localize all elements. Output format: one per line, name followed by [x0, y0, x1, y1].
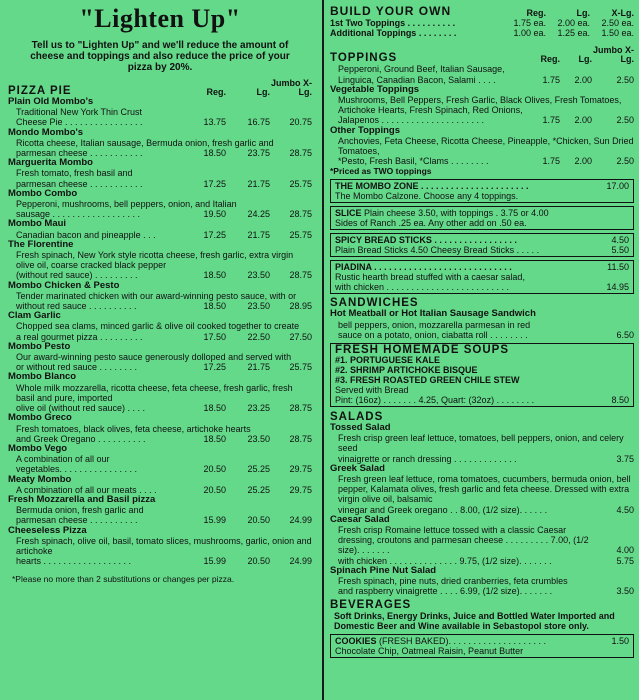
pizza-price: 24.99: [289, 515, 312, 526]
pizza-price-row: [8, 464, 312, 474]
column-divider: [322, 0, 324, 700]
salad-desc: Fresh crisp green leaf lettuce, tomatoes, bell peppers, onion, and celery seed: [338, 433, 624, 454]
pizza-item: [8, 219, 312, 239]
pizza-name: Clam Garlic: [8, 310, 61, 322]
pizza-price: 28.75: [289, 403, 312, 414]
salad-name: Caesar Salad: [330, 513, 390, 525]
pizza-price: 21.75: [247, 362, 270, 373]
breadsticks-box: SPICY BREAD STICKS . . . . . . . . . . . . . . . . . 4.50 Plain Bread Sticks 4.50 Cheesy Bread Sticks . . . . . 5.50: [330, 233, 634, 257]
pizza-price: 16.75: [247, 117, 270, 128]
pizza-list: [8, 97, 312, 566]
topping-price: 2.50: [616, 74, 634, 85]
topping-group-name: Other Toppings: [330, 124, 401, 136]
pizza-last-line: vegetables. . . . . . . . . . . . . . . .: [16, 464, 138, 475]
build-heading: BUILD YOUR OWN: [330, 4, 452, 18]
pizza-price: 20.50: [203, 464, 226, 475]
cookies-box: COOKIES (FRESH BAKED). . . . . . . . . . . . . . . . . . . . 1.50 Chocolate Chip, Oatmeal Raisin, Peanut Butter: [330, 634, 634, 658]
slice-box: SLICE Plain cheese 3.50, with toppings . 3.75 or 4.00 Sides of Ranch .25 ea. Any other add on .50 ea.: [330, 206, 634, 230]
page-title: "Lighten Up": [79, 4, 241, 33]
topping-price: 2.00: [574, 115, 592, 126]
topping-last-line: Jalapenos . . . . . . . . . . . . . . . . . . . . .: [338, 115, 485, 126]
pizza-name: Meaty Mombo: [8, 473, 72, 485]
pizza-col-lg: Lg.: [256, 87, 270, 97]
salad-item: [330, 423, 634, 464]
pizza-desc: A combination of all our: [16, 454, 110, 465]
salad-desc: Fresh green leaf lettuce, roma tomatoes, cucumbers, bermuda onion, bell pepper, Kalamata olives, fresh garlic and feta cheese. Dressed with extra virgin olive oil, balsamic: [338, 474, 631, 505]
pizza-last-line: A combination of all our meats . . . .: [16, 484, 157, 495]
pizza-item: [8, 342, 312, 373]
sandwiches-heading: SANDWICHES: [330, 297, 419, 310]
pizza-item: [8, 158, 312, 189]
topping-group: [330, 126, 634, 167]
pizza-last-line: and Greek Oregano . . . . . . . . . .: [16, 433, 146, 444]
pizza-item: [8, 189, 312, 220]
pizza-price: 24.25: [247, 209, 270, 220]
pizza-last-line: parmesan cheese . . . . . . . . . .: [16, 515, 138, 526]
pizza-price: 28.75: [289, 433, 312, 444]
salad-desc: Fresh spinach, pine nuts, dried cranberries, feta crumbles: [338, 576, 568, 587]
salad-last-line: with chicken . . . . . . . . . . . . . . 9.75, (1/2 size). . . . . . .: [338, 555, 552, 566]
pizza-price: 28.75: [289, 148, 312, 159]
salad-item: [330, 566, 634, 597]
pizza-price: 18.50: [203, 270, 226, 281]
pizza-price: 23.50: [247, 433, 270, 444]
pizza-price: 17.25: [203, 229, 226, 240]
salad-price: 3.75: [616, 453, 634, 464]
toppings-col-reg: Reg.: [540, 54, 560, 65]
build-header: [330, 4, 634, 18]
left-column: [8, 0, 312, 584]
pizza-desc: Fresh tomato, fresh basil and: [16, 168, 133, 179]
soups-box: FRESH HOMEMADE SOUPS #1. PORTUGUESE KALE #2. SHRIMP ARTICHOKE BISQUE #3. FRESH ROASTED GREEN CHILE STEW Served with Bread Pint: (16oz) . . . . . . . 4.25, Quart: (32oz) . . . . . . . . 8.50: [330, 343, 634, 407]
pizza-item: [8, 413, 312, 444]
pizza-desc: Whole milk mozzarella, ricotta cheese, feta cheese, fresh garlic, fresh basil and pure, imported: [16, 382, 293, 403]
pizza-price: 18.50: [203, 301, 226, 312]
pizza-desc: Pepperoni, mushrooms, bell peppers, onion, and Italian: [16, 199, 237, 210]
pizza-price: 22.50: [247, 331, 270, 342]
pizza-desc: Fresh spinach, New York style ricotta cheese, fresh garlic, extra virgin olive oil, coarse cracked black pepper: [16, 250, 294, 271]
topping-price: 2.50: [616, 115, 634, 126]
pizza-price: 25.75: [289, 362, 312, 373]
topping-group: [330, 85, 634, 126]
salad-price: 4.00: [616, 545, 634, 556]
topping-price: 2.50: [616, 156, 634, 167]
topping-last-line: Linguica, Canadian Bacon, Salami . . . .: [338, 74, 496, 85]
pizza-last-line: Canadian bacon and pineapple . . .: [16, 229, 156, 240]
topping-price: 2.00: [574, 74, 592, 85]
pizza-col-reg: Reg.: [206, 87, 226, 97]
topping-desc: Mushrooms, Bell Peppers, Fresh Garlic, Black Olives, Fresh Tomatoes, Artichoke Hearts, Fresh Spinach, Red Onions,: [338, 95, 622, 116]
mombo-zone-box: THE MOMBO ZONE . . . . . . . . . . . . . . . . . . . . . . 17.00 The Mombo Calzone. Choose any 4 toppings.: [330, 179, 634, 203]
topping-desc: Pepperoni, Ground Beef, Italian Sausage,: [338, 64, 505, 75]
salad-price: 5.75: [616, 555, 634, 566]
pizza-name: Mombo Maui: [8, 218, 67, 230]
pizza-name: Mombo Combo: [8, 187, 78, 199]
pizza-last-line: parmesan cheese . . . . . . . . . . .: [16, 178, 143, 189]
salad-item: [330, 464, 634, 515]
pizza-last-line: (without red sauce) . . . . . . . . .: [16, 270, 138, 281]
pizza-item: [8, 240, 312, 281]
toppings-header: [330, 46, 634, 64]
pizza-item: [8, 444, 312, 475]
salad-price-row: [330, 525, 634, 556]
pizza-price: 28.95: [289, 301, 312, 312]
salad-item: [330, 515, 634, 566]
salad-name: Tossed Salad: [330, 422, 391, 434]
build-row: Additional Toppings . . . . . . . . 1.00 ea. 1.25 ea. 1.50 ea.: [330, 28, 634, 39]
pizza-name: Mombo Chicken & Pesto: [8, 279, 120, 291]
pizza-desc: Bermuda onion, fresh garlic and: [16, 505, 144, 516]
topping-desc: Anchovies, Feta Cheese, Ricotta Cheese, Pineapple, *Chicken, Sun Dried Tomatoes,: [338, 135, 634, 157]
salads-list: [330, 423, 634, 596]
pizza-last-line: or without red sauce . . . . . . . .: [16, 362, 138, 373]
salad-price-row: [330, 586, 634, 596]
intro-text: Tell us to "Lighten Up" and we'll reduce the amount of cheese and toppings and also reduce the price of your pizza by 20%.: [30, 40, 290, 73]
pizza-price: 25.25: [247, 464, 270, 475]
pizza-item: [8, 475, 312, 495]
pizza-desc: Fresh spinach, olive oil, basil, tomato slices, mushrooms, garlic, onion and artichoke: [16, 535, 312, 556]
topping-last-line: *Pesto, Fresh Basil, *Clams . . . . . . . .: [338, 156, 489, 167]
pizza-desc: Traditional New York Thin Crust: [16, 107, 143, 118]
beverages-heading: BEVERAGES: [330, 598, 412, 611]
pizza-item: [8, 311, 312, 342]
pizza-heading: PIZZA PIE: [8, 85, 72, 97]
pizza-item: [8, 495, 312, 526]
pizza-header: [8, 79, 312, 97]
pizza-name: Mombo Greco: [8, 412, 72, 424]
sandwich-item: Hot Meatball or Hot Italian Sausage Sandwich bell peppers, onion, mozzarella parmesan in red sauce on a potato, onion, ciabatta roll . . . . . . . . 6.50: [330, 308, 634, 340]
build-col-reg: Reg.: [526, 8, 546, 18]
pizza-price: 20.50: [203, 484, 226, 495]
pizza-price: 18.50: [203, 148, 226, 159]
salad-desc: Fresh crisp Romaine lettuce tossed with a classic Caesar dressing, croutons and parmesan cheese . . . . . . . . . 7.00, (1/2 size). . . . . . .: [338, 525, 589, 556]
topping-price: 1.75: [542, 74, 560, 85]
pizza-price: 24.99: [289, 556, 312, 567]
pizza-name: Mondo Mombo's: [8, 126, 84, 138]
pizza-price: 28.75: [289, 270, 312, 281]
toppings-col-lg: Lg.: [578, 54, 592, 65]
pizza-item: [8, 128, 312, 159]
pizza-price: 23.50: [247, 301, 270, 312]
pizza-last-line: Cheese Pie . . . . . . . . . . . . . . . .: [16, 117, 143, 128]
pizza-price: 19.50: [203, 209, 226, 220]
pizza-last-line: a real gourmet pizza . . . . . . . . .: [16, 331, 143, 342]
pizza-name: Cheeseless Pizza: [8, 524, 87, 536]
pizza-item: [8, 526, 312, 567]
pizza-name: Mombo Pesto: [8, 340, 71, 352]
pizza-price: 20.50: [247, 556, 270, 567]
pizza-price: 18.50: [203, 403, 226, 414]
pizza-price: 23.75: [247, 148, 270, 159]
topping-price-row: [330, 156, 634, 166]
toppings-heading: TOPPINGS: [330, 52, 398, 65]
salad-last-line: vinegar and Greek oregano . . 8.00, (1/2 size). . . . . .: [338, 504, 548, 515]
topping-price: 2.00: [574, 156, 592, 167]
pizza-last-line: parmesan cheese . . . . . . . . . . .: [16, 148, 143, 159]
pizza-price: 25.75: [289, 178, 312, 189]
beverages-desc: Soft Drinks, Energy Drinks, Juice and Bottled Water Imported and Domestic Beer and Wine available in Sebastopol store only.: [334, 610, 615, 631]
salads-heading: SALADS: [330, 411, 384, 424]
pizza-price: 21.75: [247, 229, 270, 240]
salad-price: 4.50: [616, 504, 634, 515]
build-row: 1st Two Toppings . . . . . . . . . . 1.75 ea. 2.00 ea. 2.50 ea.: [330, 18, 634, 28]
pizza-price: 17.25: [203, 362, 226, 373]
pizza-col-jumbo: Jumbo X-Lg.: [270, 78, 312, 97]
pizza-footnote: *Please no more than 2 substitutions or changes per pizza.: [12, 574, 235, 585]
pizza-price: 13.75: [203, 117, 226, 128]
topping-price: 1.75: [542, 115, 560, 126]
pizza-price: 23.25: [247, 403, 270, 414]
pizza-price: 21.75: [247, 178, 270, 189]
pizza-price: 17.50: [203, 331, 226, 342]
pizza-desc: Our award-winning pesto sauce generously dolloped and served with: [16, 352, 292, 363]
pizza-name: Fresh Mozzarella and Basil pizza: [8, 493, 156, 505]
salad-name: Spinach Pine Nut Salad: [330, 564, 437, 576]
piadina-box: PIADINA . . . . . . . . . . . . . . . . . . . . . . . . . . . . 11.50 Rustic hearth bread stuffed with a caesar salad, with chicken . . . . . . . . . . . . . . . . . . . . . . . . . 14.95: [330, 260, 634, 294]
pizza-item: [8, 281, 312, 312]
pizza-desc: Tender marinated chicken with our award-winning pesto sauce, with or: [16, 290, 297, 301]
build-col-xlg: X-Lg.: [611, 8, 634, 18]
pizza-name: Marguerita Mombo: [8, 157, 93, 169]
pizza-name: Plain Old Mombo's: [8, 96, 94, 107]
pizza-price-row: [8, 556, 312, 566]
salad-last-line: and raspberry vinaigrette . . . . 6.99, (1/2 size). . . . . . .: [338, 586, 553, 597]
salad-name: Greek Salad: [330, 462, 385, 474]
pizza-item: [8, 97, 312, 128]
pizza-desc: Ricotta cheese, Italian sausage, Bermuda onion, fresh garlic and: [16, 137, 274, 148]
pizza-price: 29.75: [289, 464, 312, 475]
salad-price: 3.50: [616, 586, 634, 597]
pizza-last-line: hearts . . . . . . . . . . . . . . . . . .: [16, 556, 132, 567]
pizza-price: 29.75: [289, 484, 312, 495]
pizza-item: [8, 372, 312, 413]
salad-last-line: vinaigrette or ranch dressing . . . . . . . . . . . . .: [338, 453, 517, 464]
pizza-name: The Florentine: [8, 238, 74, 250]
topping-group-name: Vegetable Toppings: [330, 83, 420, 95]
pizza-price: 23.50: [247, 270, 270, 281]
topping-price: 1.75: [542, 156, 560, 167]
toppings-footnote: *Priced as TWO toppings: [330, 166, 432, 177]
pizza-price: 20.50: [247, 515, 270, 526]
topping-group: [330, 64, 634, 84]
toppings-col-jumbo: Jumbo X-Lg.: [592, 45, 634, 65]
pizza-last-line: olive oil (without red sauce) . . . .: [16, 403, 146, 414]
pizza-name: Mombo Vego: [8, 442, 68, 454]
pizza-price: 17.25: [203, 178, 226, 189]
pizza-desc: Chopped sea clams, minced garlic & olive oil cooked together to create: [16, 321, 300, 332]
right-column: [330, 0, 634, 658]
pizza-price: 15.99: [203, 515, 226, 526]
pizza-price: 25.25: [247, 484, 270, 495]
toppings-list: [330, 64, 634, 166]
pizza-price: 27.50: [289, 331, 312, 342]
build-col-lg: Lg.: [576, 8, 590, 18]
pizza-name: Mombo Blanco: [8, 371, 77, 383]
pizza-price: 20.75: [289, 117, 312, 128]
pizza-last-line: sausage . . . . . . . . . . . . . . . . . .: [16, 209, 141, 220]
pizza-price-row: [8, 515, 312, 525]
pizza-price: 28.75: [289, 209, 312, 220]
pizza-last-line: without red sauce . . . . . . . . . .: [16, 301, 137, 312]
pizza-price: 25.75: [289, 229, 312, 240]
pizza-desc: Fresh tomatoes, black olives, feta cheese, artichoke hearts: [16, 423, 251, 434]
pizza-price: 15.99: [203, 556, 226, 567]
pizza-price: 18.50: [203, 433, 226, 444]
